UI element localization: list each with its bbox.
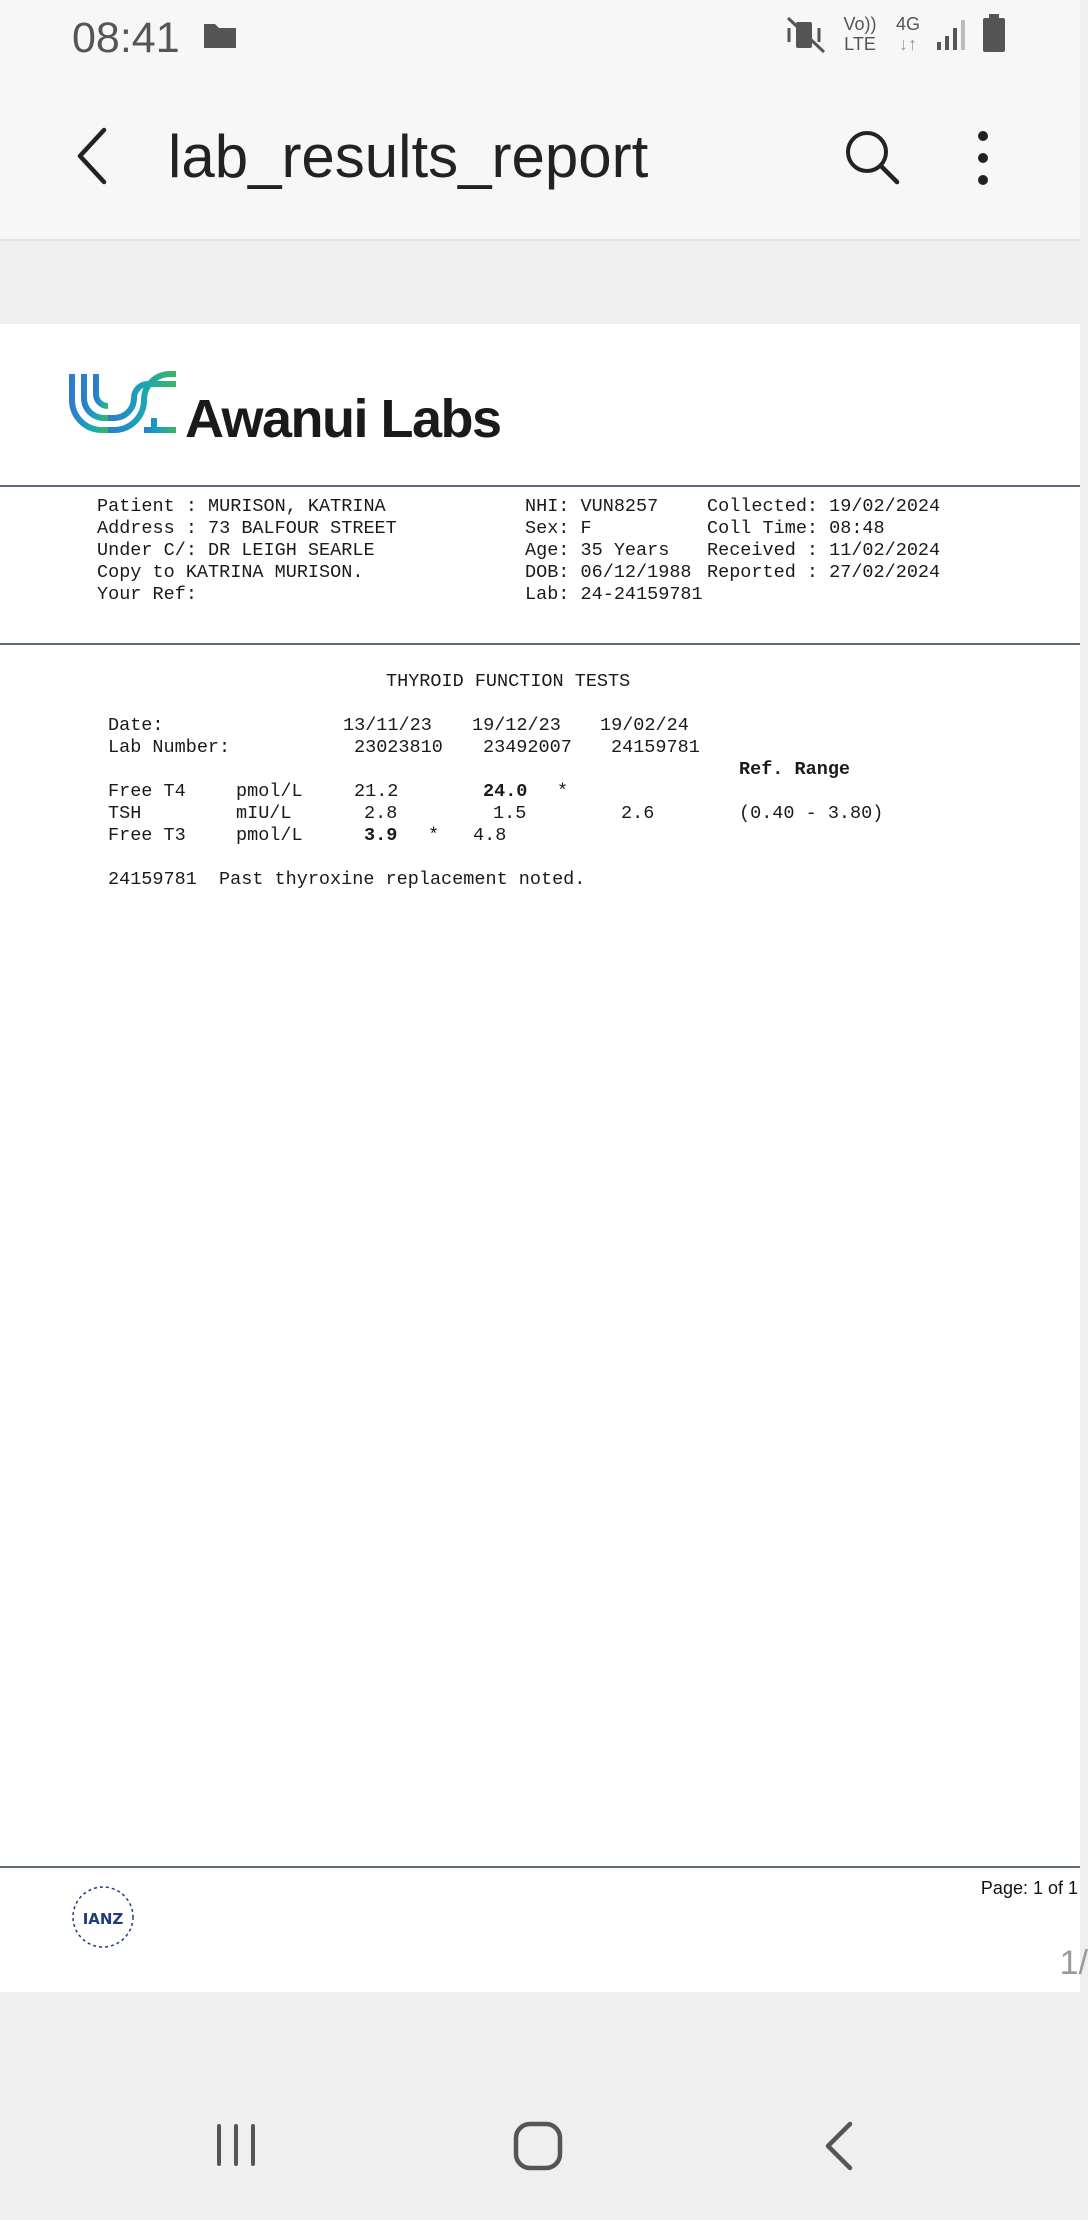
patient-address: Address : 73 BALFOUR STREET: [97, 518, 397, 539]
status-time: 08:41: [72, 14, 180, 62]
patient-ref: Your Ref:: [97, 584, 197, 605]
test-unit: mIU/L: [236, 803, 292, 824]
back-icon[interactable]: [822, 2120, 856, 2172]
report-comment: 24159781 Past thyroxine replacement noted.: [108, 869, 586, 890]
collection-time: Coll Time: 08:48: [707, 518, 885, 539]
test-value: 2.6: [621, 803, 655, 824]
sex: Sex: F: [525, 518, 592, 539]
awanui-logo-icon: [68, 370, 180, 436]
age: Age: 35 Years: [525, 540, 670, 561]
lab-number: 23023810: [354, 737, 443, 758]
brand-logo-text: Awanui Labs: [185, 389, 501, 449]
folder-icon: [202, 20, 238, 50]
patient-name: Patient : MURISON, KATRINA: [97, 496, 386, 517]
date-row-label: Date:: [108, 715, 164, 736]
page-indicator: 1/: [1059, 1944, 1088, 1982]
reported-date: Reported : 27/02/2024: [707, 562, 941, 583]
test-value-flagged: 24.0: [483, 781, 528, 802]
test-value: 2.8: [364, 803, 398, 824]
more-vert-icon[interactable]: [968, 128, 998, 188]
viewer-background: [0, 241, 1080, 324]
section-title: THYROID FUNCTION TESTS: [386, 671, 631, 692]
test-value: 1.5: [493, 803, 527, 824]
page-title: lab_results_report: [168, 123, 649, 190]
search-icon[interactable]: [843, 128, 901, 186]
lab-number: 24159781: [611, 737, 700, 758]
document-page[interactable]: [0, 324, 1088, 1992]
home-icon[interactable]: [512, 2120, 564, 2172]
test-name: Free T3: [108, 825, 186, 846]
result-date: 13/11/23: [343, 715, 432, 736]
lab-number: 23492007: [483, 737, 572, 758]
test-value-flagged: 3.9: [364, 825, 398, 846]
status-bar: [0, 0, 1080, 72]
divider: [0, 1866, 1080, 1868]
result-date: 19/02/24: [600, 715, 689, 736]
abnormal-flag: *: [428, 825, 440, 846]
signal-icon: [935, 18, 971, 52]
collected-date: Collected: 19/02/2024: [707, 496, 941, 517]
dob: DOB: 06/12/1988: [525, 562, 692, 583]
abnormal-flag: *: [557, 781, 569, 802]
ianz-accreditation-icon: [66, 1880, 140, 1954]
ref-range-header: Ref. Range: [739, 759, 851, 780]
divider: [0, 643, 1080, 645]
back-arrow-icon[interactable]: [70, 126, 114, 186]
page-count-label: Page: 1 of 1: [980, 1878, 1078, 1898]
patient-doctor: Under C/: DR LEIGH SEARLE: [97, 540, 375, 561]
patient-copy-to: Copy to KATRINA MURISON.: [97, 562, 364, 583]
result-date: 19/12/23: [472, 715, 561, 736]
test-unit: pmol/L: [236, 825, 303, 846]
svg-text:IANZ: IANZ: [82, 1910, 124, 1928]
test-value: 21.2: [354, 781, 399, 802]
volte-icon: Vo)) LTE: [843, 14, 877, 54]
4g-icon: 4G ↓↑: [895, 14, 920, 54]
test-unit: pmol/L: [236, 781, 303, 802]
mute-vibrate-icon: [786, 16, 826, 54]
test-value: 4.8: [473, 825, 507, 846]
ref-range: (0.40 - 3.80): [739, 803, 884, 824]
lab-number-row-label: Lab Number:: [108, 737, 231, 758]
lab-id: Lab: 24-24159781: [525, 584, 703, 605]
battery-icon: [982, 14, 1006, 54]
test-name: TSH: [108, 803, 142, 824]
nav-bar: [0, 2070, 1080, 2220]
divider: [0, 485, 1080, 487]
test-name: Free T4: [108, 781, 186, 802]
recent-apps-icon[interactable]: [213, 2122, 259, 2168]
app-bar: [0, 72, 1080, 241]
received-date: Received : 11/02/2024: [707, 540, 941, 561]
nhi: NHI: VUN8257: [525, 496, 659, 517]
